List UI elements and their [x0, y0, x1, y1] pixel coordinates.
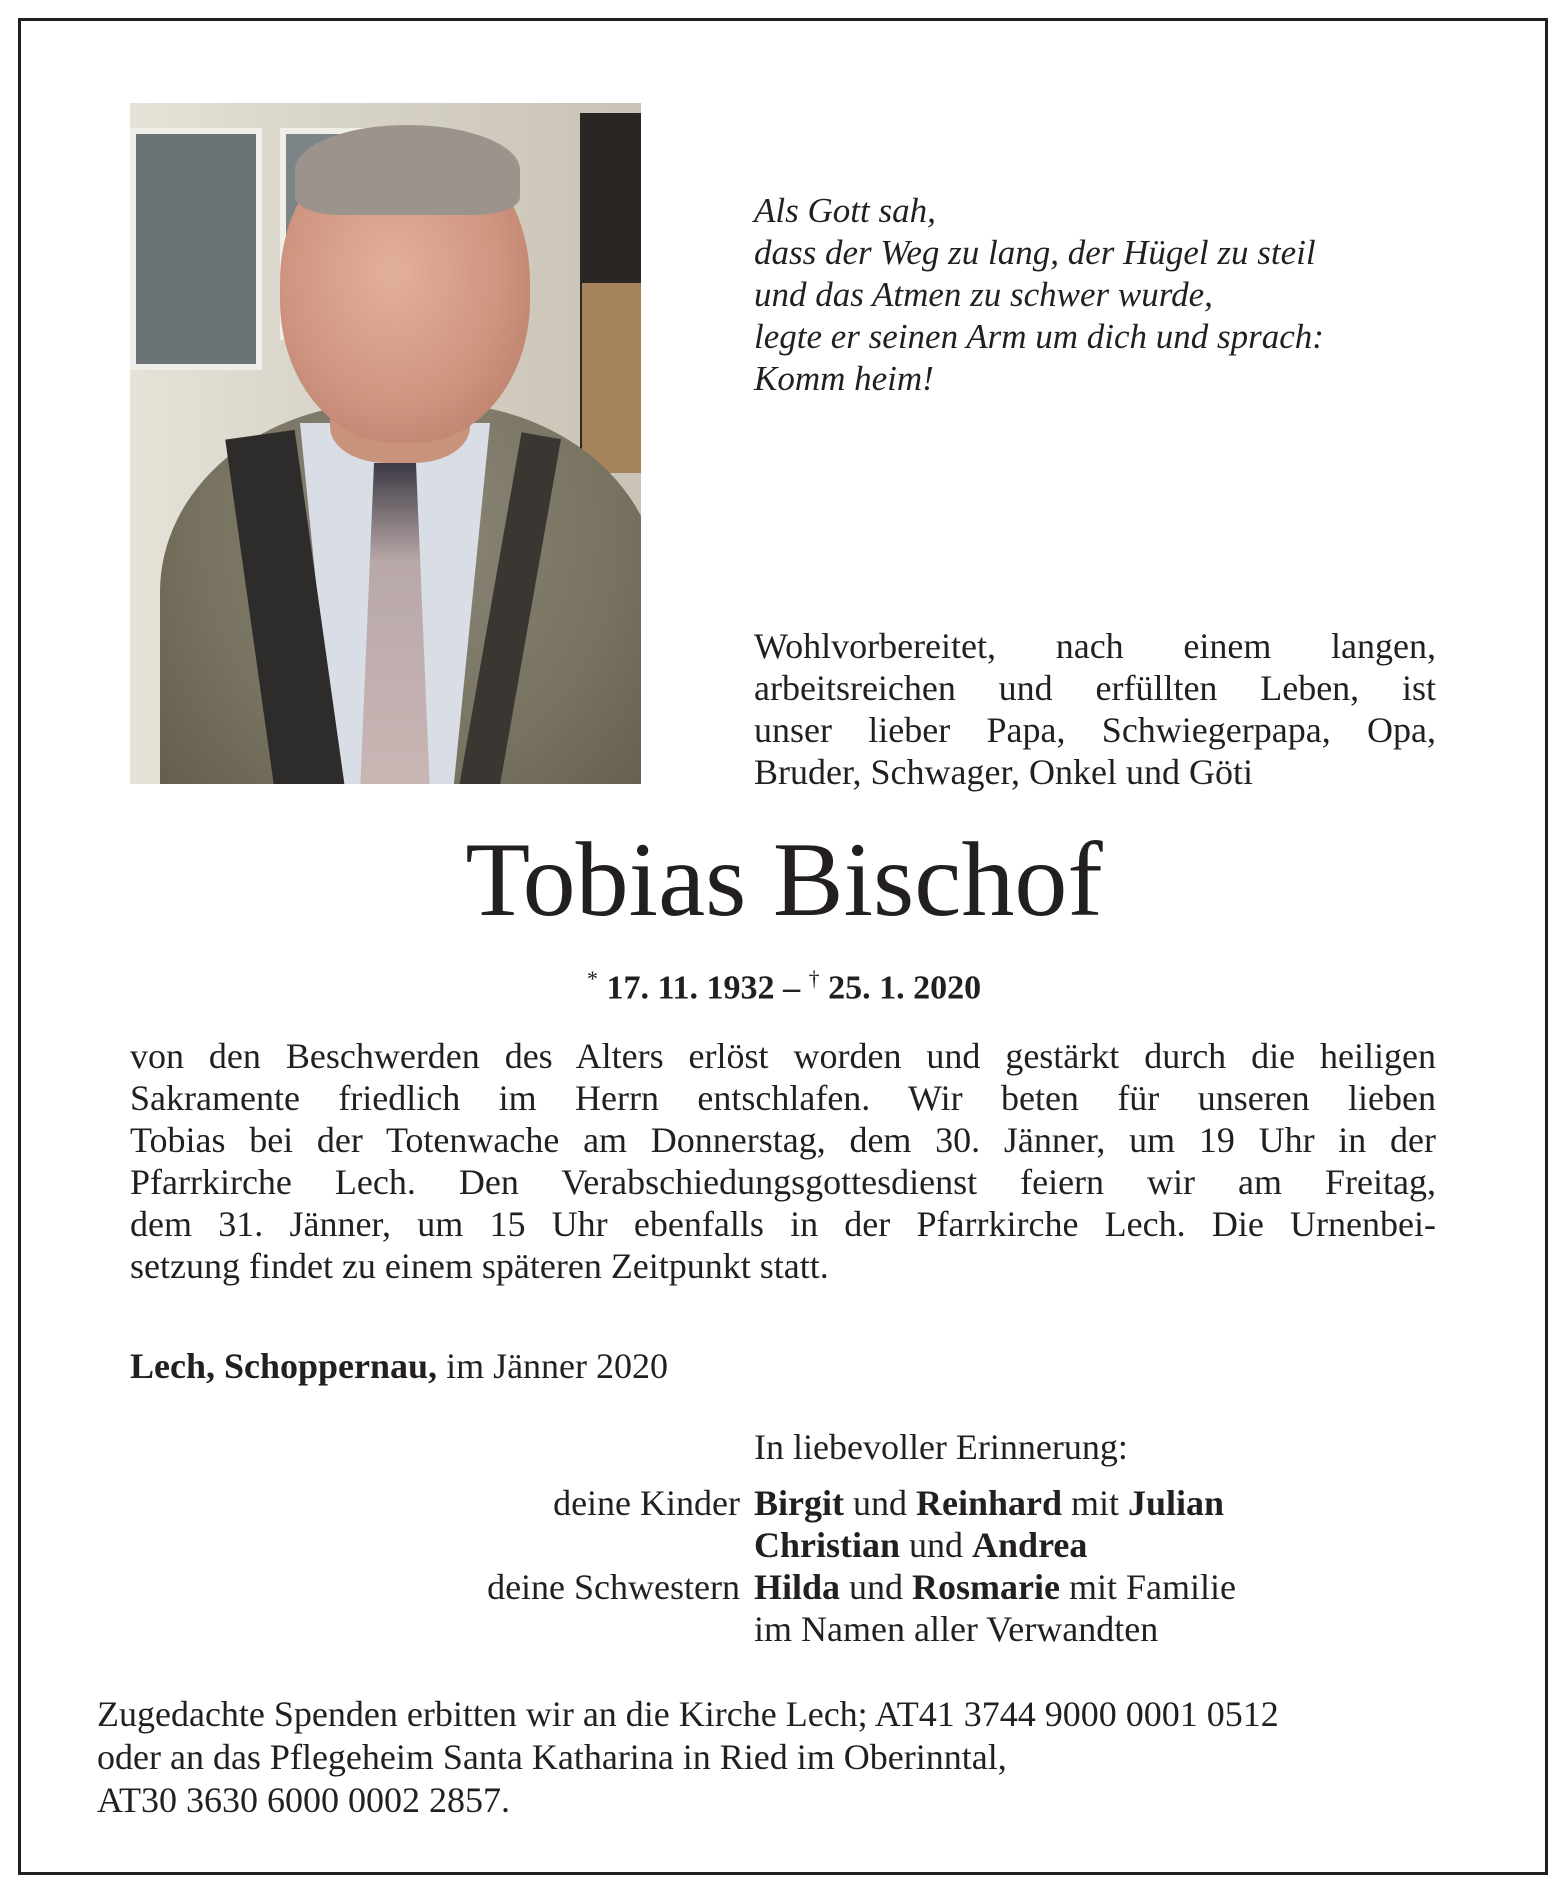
donation-line: AT30 3630 6000 0002 2857. [97, 1780, 510, 1820]
body-line: dem 31. Jänner, um 15 Uhr ebenfalls in der Pfarrkirche Lech. Die Urnenbei- [130, 1204, 1436, 1244]
conjunction: und [843, 1483, 916, 1523]
conjunction: und [840, 1567, 913, 1607]
body-line: Sakramente friedlich im Herrn entschlafen. Wir beten für unseren lieben [130, 1078, 1436, 1118]
place-month: im Jänner 2020 [437, 1346, 669, 1386]
donation-line: oder an das Pflegeheim Santa Katharina in Ried im Oberinntal, [97, 1737, 1007, 1777]
body-line: Pfarrkirche Lech. Den Verabschiedungsgottesdienst feiern wir am Freitag, [130, 1162, 1436, 1202]
mourner-name: Julian [1128, 1483, 1225, 1523]
mourner-name: Hilda [754, 1567, 841, 1607]
donation-line: Zugedachte Spenden erbitten wir an die Kirche Lech; AT41 3744 9000 0001 0512 [97, 1694, 1279, 1734]
birth-symbol: * [586, 966, 598, 991]
body-line: setzung findet zu einem späteren Zeitpunkt statt. [130, 1246, 829, 1286]
poem-line: Komm heim! [754, 359, 934, 398]
donation-note [97, 1693, 1279, 1822]
date-dash: – [774, 969, 809, 1007]
intro-paragraph [754, 625, 1436, 793]
mourner-name: Rosmarie [912, 1567, 1060, 1607]
conjunction: mit [1062, 1483, 1129, 1523]
poem-line: dass der Weg zu lang, der Hügel zu steil [754, 233, 1316, 272]
poem-line: legte er seinen Arm um dich und sprach: [754, 317, 1324, 356]
mourner-name: Christian [754, 1525, 901, 1565]
poem-line: Als Gott sah, [754, 191, 936, 230]
death-symbol: † [808, 966, 820, 991]
intro-line: Wohlvorbereitet, nach einem langen, [754, 626, 1436, 666]
body-line: Tobias bei der Totenwache am Donnerstag, dem 30. Jänner, um 19 Uhr in der [130, 1120, 1436, 1160]
intro-line: arbeitsreichen und erfüllten Leben, ist [754, 668, 1436, 708]
conjunction: und [900, 1525, 973, 1565]
family-note: mit Familie [1060, 1567, 1236, 1607]
birth-date: 17. 11. 1932 [606, 969, 775, 1007]
life-dates [0, 966, 1568, 1007]
portrait-photo [130, 103, 641, 784]
place-names: Lech, Schoppernau, [130, 1346, 438, 1386]
body-paragraph [130, 1035, 1436, 1287]
mourner-name: Reinhard [915, 1483, 1063, 1523]
death-date: 25. 1. 2020 [828, 969, 982, 1007]
place-date [130, 1345, 668, 1387]
poem [754, 190, 1324, 400]
deceased-name: Tobias Bischof [465, 821, 1103, 938]
children-label: deine Kinder [553, 1483, 740, 1523]
intro-line: Bruder, Schwager, Onkel und Göti [754, 752, 1254, 792]
sisters-label: deine Schwestern [487, 1567, 740, 1607]
memory-heading: In liebevoller Erinnerung: [754, 1427, 1128, 1467]
mourner-name: Birgit [754, 1483, 844, 1523]
intro-line: unser lieber Papa, Schwiegerpapa, Opa, [754, 710, 1436, 750]
poem-line: und das Atmen zu schwer wurde, [754, 275, 1213, 314]
all-relatives: im Namen aller Verwandten [754, 1609, 1159, 1649]
body-line: von den Beschwerden des Alters erlöst worden und gestärkt durch die heiligen [130, 1036, 1436, 1076]
mourner-name: Andrea [972, 1525, 1088, 1565]
